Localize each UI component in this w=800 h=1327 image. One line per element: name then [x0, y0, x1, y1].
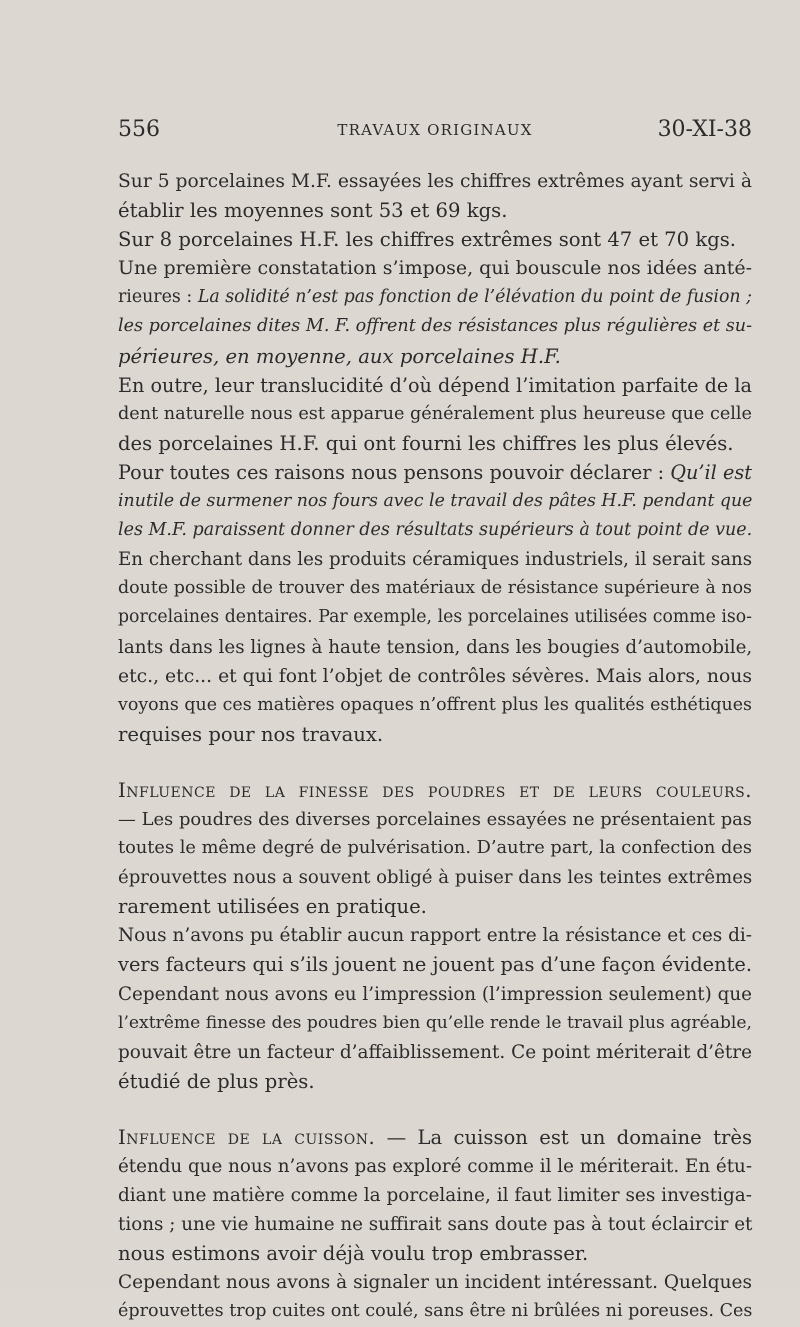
issue-date: 30-XI-38	[657, 117, 752, 142]
page-header	[118, 117, 752, 147]
text-line: Une première constatation s’impose, qui bouscule nos idées anté-	[118, 257, 752, 280]
text-line: Cependant nous avons eu l’impression (l’impression seulement) que	[118, 983, 752, 1005]
text-line	[118, 342, 752, 371]
paragraph-gap	[118, 1096, 752, 1123]
text-line: éprouvettes nous a souvent obligé à puiser dans les teintes extrêmes	[118, 867, 753, 889]
text-line: éprouvettes trop cuites ont coulé, sans être ni brûlées ni poreuses. Ces	[118, 1301, 753, 1322]
text-line	[118, 516, 752, 545]
text-line: des porcelaines H.F. qui ont fourni les chiffres les plus élevés.	[118, 431, 734, 455]
paragraph-gap	[118, 749, 752, 776]
text-line: étudié de plus près.	[118, 1069, 315, 1093]
text-line: diant une matière comme la porcelaine, il faut limiter ses investiga-	[118, 1185, 752, 1207]
text-line: dent naturelle nous est apparue généralement plus heureuse que celle	[118, 403, 752, 424]
text-line: Nous n’avons pu établir aucun rapport entre la résistance et ces di-	[118, 925, 753, 947]
text-line: tions ; une vie humaine ne suffirait sans doute pas à tout éclaircir et	[118, 1214, 753, 1236]
italic-run: les M.F. paraissent donner des résultats supérieurs à tout point de vue.	[118, 520, 753, 541]
italic-run: les porcelaines dites M. F. offrent des résistances plus régulières et su-	[118, 316, 752, 337]
text-line	[118, 1123, 752, 1152]
text-line: l’extrême finesse des poudres bien qu’elle rende le travail plus agréable,	[118, 1012, 752, 1033]
running-title: TRAVAUX ORIGINAUX	[337, 121, 533, 139]
text-line: En cherchant dans les produits céramiques industriels, il serait sans	[118, 549, 753, 571]
page-number: 556	[118, 117, 160, 142]
text-line: lants dans les lignes à haute tension, dans les bougies d’automobile,	[118, 636, 753, 658]
text-line: porcelaines dentaires. Par exemple, les porcelaines utilisées comme iso-	[118, 607, 752, 628]
text-line: Sur 5 porcelaines M.F. essayées les chiffres extrêmes ayant servi à	[118, 171, 752, 192]
text-line: pouvait être un facteur d’affaiblissement. Ce point mériterait d’être	[118, 1041, 752, 1063]
text-line: En outre, leur translucidité d’où dépend l’imitation parfaite de la	[118, 373, 752, 397]
text-line: — Les poudres des diverses porcelaines essayées ne présentaient pas	[118, 808, 752, 830]
text-line	[118, 283, 752, 312]
text-line: Sur 8 porcelaines H.F. les chiffres extrêmes sont 47 et 70 kgs.	[118, 228, 737, 252]
text-line: rarement utilisées en pratique.	[118, 895, 427, 919]
text-line: etc., etc... et qui font l’objet de contrôles sévères. Mais alors, nous	[118, 665, 752, 687]
text-line	[118, 458, 752, 487]
text-line: doute possible de trouver des matériaux de résistance supérieure à nos	[118, 578, 752, 599]
text-line: voyons que ces matières opaques n’offrent plus les qualités esthétiques	[118, 694, 752, 715]
body-text	[118, 167, 752, 1327]
text-line: toutes le même degré de pulvérisation. D’autre part, la confection des	[118, 838, 752, 859]
italic-run: La solidité n’est pas fonction de l’élévation du point de fusion ;	[197, 287, 753, 308]
text-line: établir les moyennes sont 53 et 69 kgs.	[118, 199, 508, 223]
italic-run: périeures, en moyenne, aux porcelaines H.F.	[118, 344, 561, 368]
italic-run: inutile de surmener nos fours avec le travail des pâtes H.F. pendant que	[118, 491, 753, 512]
section-heading: Influence de la cuisson.	[118, 1125, 376, 1149]
text-line: Cependant nous avons à signaler un incident intéressant. Quelques	[118, 1272, 752, 1294]
text-line: étendu que nous n’avons pas exploré comme il le mériterait. En étu-	[118, 1156, 752, 1177]
text-line: nous estimons avoir déjà voulu trop embrasser.	[118, 1242, 589, 1266]
text-run: — La cuisson est un domaine très	[375, 1125, 752, 1149]
text-line	[118, 487, 752, 516]
section-heading: Influence de la finesse des poudres et de leurs couleurs.	[118, 778, 752, 802]
text-line: requises pour nos travaux.	[118, 722, 384, 746]
text-line: vers facteurs qui s’ils jouent ne jouent pas d’une façon évidente.	[118, 953, 752, 977]
text-run: Pour toutes ces raisons nous pensons pouvoir déclarer :	[118, 460, 671, 484]
text-run: rieures :	[118, 287, 198, 308]
text-line	[118, 312, 752, 341]
italic-run: Qu’il est	[670, 460, 752, 484]
